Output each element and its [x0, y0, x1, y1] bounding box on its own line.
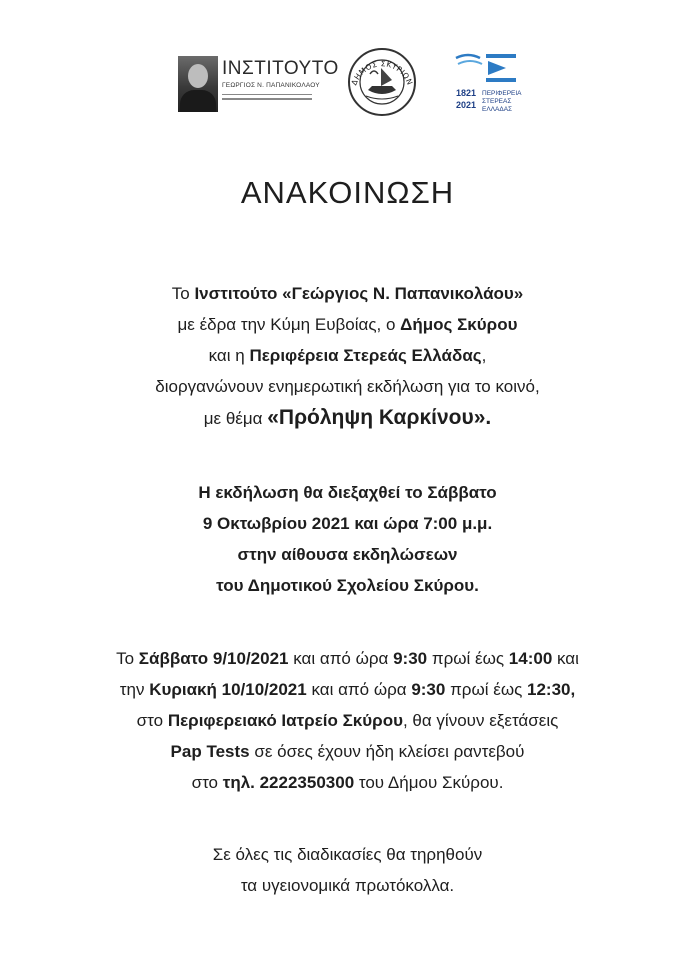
portrait-photo [178, 56, 218, 112]
closing-paragraph [0, 839, 695, 901]
intro-line-1: Το Ινστιτούτο «Γεώργιος Ν. Παπανικολάου» [171, 284, 524, 303]
perifereia-emblem-icon [450, 48, 528, 88]
event-line-3: στην αίθουσα εκδηλώσεων [237, 545, 458, 564]
dimos-skyrou-seal-icon [346, 46, 418, 118]
perifereia-year-top: 1821 [456, 88, 477, 98]
institute-logo-fineprint [222, 94, 312, 106]
page-title: ΑΝΑΚΟΙΝΩΣΗ [240, 175, 455, 210]
intro-line-4: διοργανώνουν ενημερωτική εκδήλωση για το κοινό, [155, 377, 540, 396]
closing-line-1: Σε όλες τις διαδικασίες θα τηρηθούν [212, 845, 483, 864]
tests-line-1: Το Σάββατο 9/10/2021 και από ώρα 9:30 πρωί έως 14:00 και [116, 649, 579, 668]
intro-line-2: με έδρα την Κύμη Ευβοίας, ο Δήμος Σκύρου [177, 315, 518, 334]
intro-paragraph [0, 278, 695, 434]
event-line-4: του Δημοτικού Σχολείου Σκύρου. [216, 576, 479, 595]
tests-line-4: Pap Tests σε όσες έχουν ήδη κλείσει ραντεβού [170, 742, 525, 761]
closing-line-2: τα υγειονομικά πρωτόκολλα. [240, 876, 455, 895]
event-paragraph [0, 477, 695, 601]
tests-paragraph [0, 643, 695, 798]
intro-line-3: και η Περιφέρεια Στερεάς Ελλάδας, [208, 346, 487, 365]
institute-logo [178, 52, 339, 118]
tests-line-5: στο τηλ. 2222350300 του Δήμου Σκύρου. [191, 773, 504, 792]
perifereia-logo [450, 48, 528, 122]
event-line-1: Η εκδήλωση θα διεξαχθεί το Σάββατο [198, 483, 497, 502]
institute-logo-subtitle: ΓΕΩΡΓΙΟΣ Ν. ΠΑΠΑΝΙΚΟΛΑΟΥ [222, 82, 320, 89]
dimos-ring-text: ΔΗΜΟΣ ΣΚΥΡΙΩΝ [349, 59, 415, 87]
tests-line-3: στο Περιφερειακό Ιατρείο Σκύρου, θα γίνουν εξετάσεις [136, 711, 559, 730]
intro-line-5: με θέμα «Πρόληψη Καρκίνου». [203, 406, 492, 429]
institute-logo-name: ΙΝΣΤΙΤΟΥΤΟ [222, 58, 339, 79]
perifereia-label: ΠΕΡΙΦΕΡΕΙΑ ΣΤΕΡΕΑΣ ΕΛΛΑΔΑΣ [482, 90, 522, 113]
perifereia-year-bottom: 2021 [456, 100, 477, 110]
tests-line-2: την Κυριακή 10/10/2021 και από ώρα 9:30 πρωί έως 12:30, [119, 680, 576, 699]
event-line-2: 9 Οκτωβρίου 2021 και ώρα 7:00 μ.μ. [202, 514, 493, 533]
